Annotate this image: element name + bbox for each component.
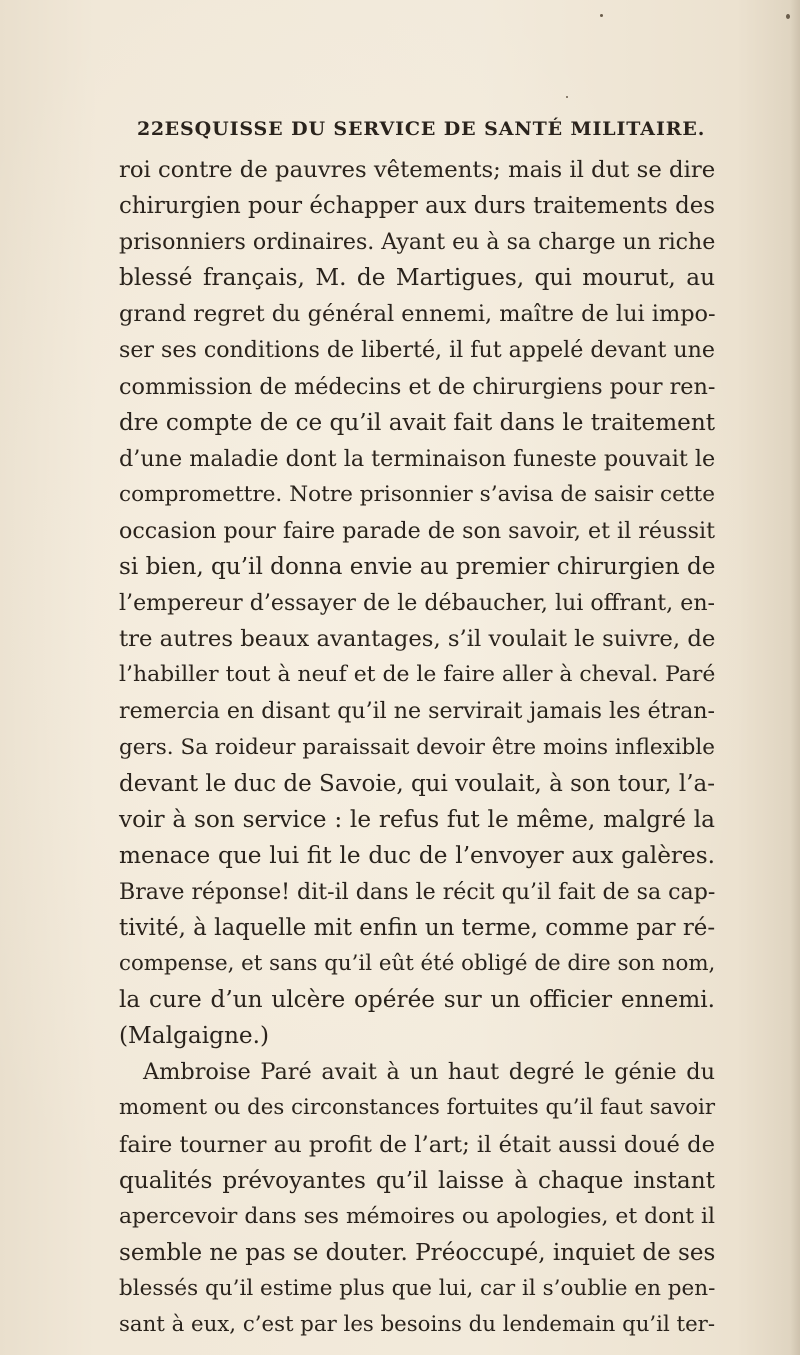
running-head [137,118,706,148]
text-line: Ambroise Paré avait à un haut degré le génie du [143,1059,715,1086]
text-line: l’empereur d’essayer de le débaucher, lui offrant, en- [119,590,715,617]
text-line: (Malgaigne.) [119,1022,270,1050]
text-line: faire tourner au profit de l’art; il était aussi doué de [119,1131,715,1158]
text-line: blessés qu’il estime plus que lui, car il s’oublie en pen- [119,1275,716,1301]
text-line: voir à son service : le refus fut le même, malgré la [119,805,715,833]
paper-speck [786,14,790,19]
text-line: commission de médecins et de chirurgiens pour ren- [119,373,716,400]
text-line: roi contre de pauvres vêtements; mais il dut se dire [119,157,716,183]
body-text [119,152,715,1343]
text-line: prisonniers ordinaires. Ayant eu à sa charge un riche [119,229,716,256]
text-line: grand regret du général ennemi, maître de lui impo- [119,301,716,328]
text-line: moment ou des circonstances fortuites qu’il faut savoir [119,1095,716,1121]
text-line: chirurgien pour échapper aux durs traitements des [119,193,715,220]
text-line: dre compte de ce qu’il avait fait dans le traitement [119,409,715,436]
text-line: ser ses conditions de liberté, il fut appelé devant une [119,337,715,364]
text-line: remercia en disant qu’il ne servirait jamais les étran- [119,698,716,725]
text-line: Brave réponse! dit-il dans le récit qu’il fait de sa cap- [119,878,716,905]
text-line: la cure d’un ulcère opérée sur un officier ennemi. [119,986,715,1014]
text-line: compromettre. Notre prisonnier s’avisa de saisir cette [119,481,715,507]
paper-speck [600,14,603,17]
paper-speck [566,96,568,98]
text-line: blessé français, M. de Martigues, qui mourut, au [119,264,715,292]
text-line: tre autres beaux avantages, s’il voulait le suivre, de [119,626,716,653]
text-line: d’une maladie dont la terminaison funeste pouvait le [119,445,716,472]
text-line: tivité, à laquelle mit enfin un terme, comme par ré- [119,914,716,941]
text-line: semble ne pas se douter. Préoccupé, inquiet de ses [119,1239,716,1266]
text-line: l’habiller tout à neuf et de le faire aller à cheval. Paré [119,662,716,688]
text-line: menace que lui fit le duc de l’envoyer aux galères. [119,841,715,869]
text-line: apercevoir dans ses mémoires ou apologies, et dont il [119,1203,715,1229]
running-head-title: ESQUISSE DU SERVICE DE SANTÉ MILITAIRE. [164,118,706,140]
text-line: occasion pour faire parade de son savoir, et il réussit [119,517,715,544]
text-line: qualités prévoyantes qu’il laisse à chaque instant [119,1166,715,1194]
text-line: sant à eux, c’est par les besoins du lendemain qu’il ter- [119,1312,716,1337]
page-number: 22 [137,118,165,140]
text-line: devant le duc de Savoie, qui voulait, à son tour, l’a- [119,770,716,797]
page-edge-shadow [790,0,800,1355]
text-line: compense, et sans qu’il eût été obligé de dire son nom, [119,951,716,977]
text-line: gers. Sa roideur paraissait devoir être moins inflexible [119,734,716,760]
text-line: si bien, qu’il donna envie au premier chirurgien de [119,554,716,581]
